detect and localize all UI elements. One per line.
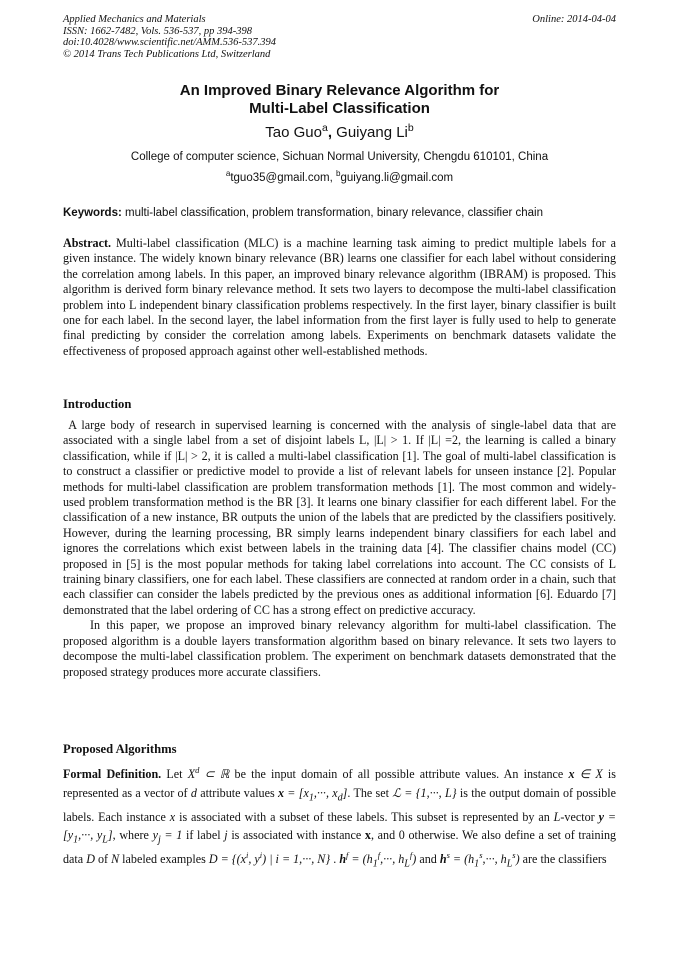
fd-text-9: , where — [112, 828, 149, 843]
fd-text-17: are the classifiers — [522, 852, 607, 867]
author-1-affil-mark: a — [321, 122, 328, 134]
keywords-text: multi-label classification, problem transformation, binary relevance, classifier chain — [125, 207, 544, 219]
intro-paragraph-1-text: A large body of research in supervised learning is concerned with the analysis of single-label data that are associated with a single label from a set of disjoint labels L, |L| > 1. If |L| =2, the learning is called a binary classification, while if |L| > 2, it is called a multi-label classification [1]. The goal of multi-label classification is to construct a classifier or predictive model to provide a list of relevant labels for unseen instance [2]. Popular methods for multi-label classification are problem transformation methods [1]. The most common and widely-used problem transformation method is the BR [3]. It learns one binary classifier for each different label. For the classification of a new instance, BR outputs the union of the labels that are predicted by the classifiers positively. However, during the learning processing, BR simply learns independent binary classifiers for each label and ignores the correlations which exist between labels in the training data [4]. The classifier chains model (CC) proposed in [5] is the most popular methods for taking label correlations into account. The CC consists of L training binary classifiers, one for each label. These classifiers are connected at random order in a chain, such that each classifier can consider the labels predicted by the previous ones as additional information [6]. Eduardo [7] demonstrated that the label ordering of CC has a strong effect on predictive accuracy. — [63, 418, 617, 617]
author-2-affil-mark: b — [407, 122, 414, 134]
author-2: Guiyang Li — [336, 124, 408, 141]
intro-paragraph-1 — [63, 418, 616, 618]
title-line-1: An Improved Binary Relevance Algorithm for — [179, 82, 500, 99]
paper-title — [63, 82, 616, 118]
affiliation: College of computer science, Sichuan Normal University, Chengdu 610101, China — [130, 151, 549, 163]
fd-text-8: -vector — [560, 809, 595, 824]
math-hs: $h^s = (h_1^s,\cdot\cdot\cdot$, $h_L^s$) — [439, 850, 520, 870]
math-yj: $y_j = 1$ — [152, 828, 183, 846]
math-attribute-vector: $x = [x_1,\cdot\cdot\cdot$, $x_d$] — [277, 785, 348, 803]
math-N: N — [111, 852, 120, 867]
math-training-set: $D = \{(x^i$, $y^i$) | i = 1,···, N} — [208, 850, 331, 867]
copyright-line: © 2014 Trans Tech Publications Ltd, Switzerland — [63, 48, 271, 60]
proposed-algorithms-heading: Proposed Algorithms — [63, 742, 177, 756]
fd-text-11: is associated with instance — [231, 828, 362, 843]
email-separator: , — [329, 172, 336, 184]
email-2-mark: b — [335, 169, 341, 179]
math-D: D — [86, 852, 95, 867]
keywords — [63, 206, 616, 220]
math-d: d — [190, 785, 197, 800]
math-x-bold: x — [364, 828, 371, 843]
email-1-mark: a — [225, 169, 231, 179]
fd-text-12: , and 0 otherwise. We also define a set of training data — [63, 828, 617, 867]
author-1: Tao Guo — [265, 124, 322, 141]
intro-paragraph-2: In this paper, we propose an improved binary relevancy algorithm for multi-label classification. The proposed algorithm is a double layers transformation algorithm based on binary relevance. It sets two layers to decompose the multi-label classification problem. The experiment on benchmark datasets demonstrated that the proposed strategy produces more accurate classifiers. — [63, 618, 616, 679]
math-input-domain: $X^d$ ⊂ ℝ — [187, 764, 230, 781]
fd-text-2: be the input domain of all possible attribute values. An instance — [234, 767, 564, 781]
doi-line: doi:10.4028/www.scientific.net/AMM.536-537.394 — [63, 37, 276, 48]
email-1: tguo35@gmail.com — [230, 172, 330, 184]
keywords-label: Keywords: — [63, 207, 122, 219]
abstract-label: Abstract. — [63, 236, 112, 250]
email-2: guiyang.li@gmail.com — [340, 172, 454, 184]
abstract — [63, 236, 616, 359]
formal-definition — [63, 765, 616, 874]
math-hf: $h^f = (h_1^f,\cdot\cdot\cdot$, $h_L^f$) — [339, 850, 417, 870]
fd-text-1: Let — [166, 767, 183, 781]
issn-line: ISSN: 1662-7482, Vols. 536-537, pp 394-398 — [63, 25, 252, 37]
math-label-set: ℒ = {1,···, L} — [392, 785, 457, 800]
fd-text-6: is the output domain of possible labels. Each instance — [63, 785, 616, 824]
email-line — [63, 171, 616, 185]
author-separator: , — [327, 124, 337, 141]
math-L: L — [553, 809, 561, 824]
fd-text-14: labeled examples — [122, 852, 206, 867]
fd-text-3: is represented as a vector of — [63, 767, 616, 800]
math-instance: x ∈ X — [568, 767, 603, 781]
abstract-text: Multi-label classification (MLC) is a machine learning task aiming to predict multiple labels for a given instance. The widely known binary relevance (BR) learns one classifier for each label without considering the correlation among labels. In this paper, an improved binary relevance algorithm (IBRAM) is proposed. This algorithm is derived form binary relevance method. It sets two layers to decompose the multi-label classification problem into L independent binary classification problems respectively. In the first layer, binary classifier is built one for each label. In the second layer, the label information from the first layer is fully used to help to generate final predicting by consider the correlation among labels. Experiments on benchmark datasets validate the effectiveness of proposed approach against other well-established methods. — [63, 236, 616, 358]
fd-text-4: attribute values — [200, 785, 275, 800]
math-x: x — [169, 809, 176, 824]
fd-text-10: if label — [186, 828, 221, 843]
journal-name: Applied Mechanics and Materials — [63, 14, 206, 25]
fd-text-15: . — [333, 852, 337, 867]
journal-header — [63, 14, 616, 60]
author-list — [63, 124, 616, 142]
introduction-body — [63, 418, 616, 680]
fd-text-13: of — [97, 852, 109, 867]
math-j: j — [224, 828, 228, 843]
fd-text-16: and — [419, 852, 437, 867]
fd-text-5: . The set — [347, 785, 389, 800]
math-label-vector: $y = [y_1,\cdot\cdot\cdot$, $y_L$] — [63, 809, 617, 846]
introduction-heading: Introduction — [63, 397, 132, 411]
formal-definition-label: Formal Definition. — [63, 767, 162, 781]
title-line-2: Multi-Label Classification — [249, 100, 430, 117]
fd-text-7: is associated with a subset of these labels. This subset is represented by an — [179, 809, 550, 824]
online-date: Online: 2014-04-04 — [532, 14, 616, 25]
